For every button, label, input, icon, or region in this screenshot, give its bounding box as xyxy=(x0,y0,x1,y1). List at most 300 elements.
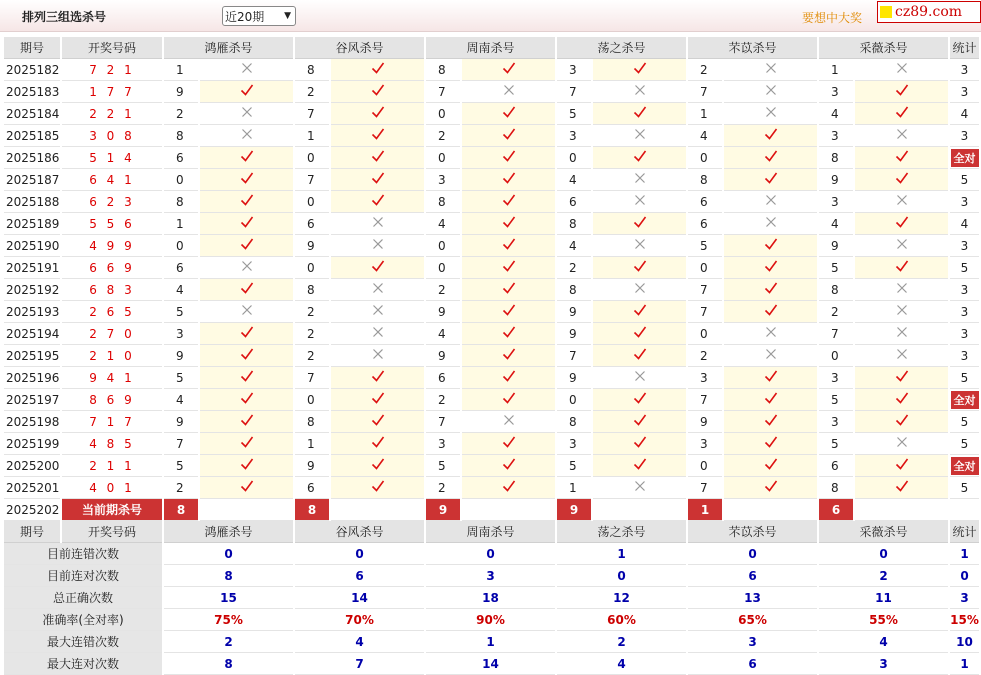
summary-value: 90% xyxy=(426,609,555,631)
cross-mark-icon xyxy=(724,323,817,345)
kill-number-cell: 7 xyxy=(688,477,722,499)
check-mark-icon xyxy=(200,367,293,389)
draw-header: 开奖号码 xyxy=(62,521,162,543)
stat-header: 统计 xyxy=(950,521,979,543)
draw-number-cell: 5 5 6 xyxy=(62,213,162,235)
table-row xyxy=(4,367,979,389)
kill-number-cell: 3 xyxy=(819,125,853,147)
cross-mark-icon xyxy=(200,125,293,147)
check-mark-icon xyxy=(855,367,948,389)
summary-value: 0 xyxy=(688,543,817,565)
stat-cell: 4 xyxy=(950,103,979,125)
cross-mark-icon xyxy=(855,433,948,455)
check-mark-icon xyxy=(724,257,817,279)
kill-number-cell: 2 xyxy=(426,279,460,301)
summary-value: 13 xyxy=(688,587,817,609)
stat-cell: 5 xyxy=(950,433,979,455)
expert-header: 谷风杀号 xyxy=(295,37,424,59)
cross-mark-icon xyxy=(593,191,686,213)
kill-number-cell: 3 xyxy=(688,367,722,389)
draw-number-cell: 2 2 1 xyxy=(62,103,162,125)
cross-mark-icon xyxy=(462,81,555,103)
table-row xyxy=(4,147,979,169)
check-mark-icon xyxy=(462,345,555,367)
period-cell: 2025195 xyxy=(4,345,60,367)
draw-number-cell: 9 4 1 xyxy=(62,367,162,389)
cross-mark-icon xyxy=(593,279,686,301)
stat-cell: 5 xyxy=(950,477,979,499)
promo-link[interactable]: 要想中大奖 xyxy=(802,11,863,25)
stat-header: 统计 xyxy=(950,37,979,59)
current-kill-number: 9 xyxy=(557,499,591,521)
current-kill-number: 6 xyxy=(819,499,853,521)
summary-stat: 1 xyxy=(950,543,979,565)
expert-header: 鸿雁杀号 xyxy=(164,37,293,59)
kill-number-cell: 2 xyxy=(295,81,329,103)
check-mark-icon xyxy=(331,477,424,499)
kill-number-cell: 2 xyxy=(295,301,329,323)
draw-number-cell: 6 4 1 xyxy=(62,169,162,191)
kill-number-cell: 7 xyxy=(295,169,329,191)
stat-cell: 3 xyxy=(950,323,979,345)
table-row xyxy=(4,213,979,235)
cross-mark-icon xyxy=(593,367,686,389)
check-mark-icon xyxy=(331,433,424,455)
current-kill-number: 1 xyxy=(688,499,722,521)
empty-cell xyxy=(331,499,424,521)
stat-cell: 4 xyxy=(950,213,979,235)
summary-stat: 0 xyxy=(950,565,979,587)
empty-cell xyxy=(462,499,555,521)
summary-label: 目前连错次数 xyxy=(4,543,162,565)
kill-number-cell: 3 xyxy=(819,191,853,213)
summary-row xyxy=(4,631,979,653)
kill-number-cell: 3 xyxy=(819,411,853,433)
table-row xyxy=(4,235,979,257)
check-mark-icon xyxy=(724,169,817,191)
expert-header: 荡之杀号 xyxy=(557,37,686,59)
kill-number-cell: 8 xyxy=(295,59,329,81)
empty-cell xyxy=(855,499,948,521)
chevron-down-icon: ▼ xyxy=(284,11,291,21)
check-mark-icon xyxy=(593,147,686,169)
summary-value: 0 xyxy=(164,543,293,565)
cross-mark-icon xyxy=(724,345,817,367)
kill-number-cell: 8 xyxy=(164,125,198,147)
all-correct-badge: 全对 xyxy=(951,391,979,409)
expert-header: 芣苡杀号 xyxy=(688,37,817,59)
check-mark-icon xyxy=(724,477,817,499)
kill-number-cell: 9 xyxy=(557,301,591,323)
summary-value: 0 xyxy=(819,543,948,565)
kill-number-cell: 3 xyxy=(426,169,460,191)
kill-number-cell: 3 xyxy=(557,125,591,147)
summary-stat: 3 xyxy=(950,587,979,609)
current-kill-number: 8 xyxy=(295,499,329,521)
kill-number-cell: 2 xyxy=(426,477,460,499)
cross-mark-icon xyxy=(331,345,424,367)
period-header: 期号 xyxy=(4,37,60,59)
table-row xyxy=(4,455,979,477)
expert-header: 芣苡杀号 xyxy=(688,521,817,543)
summary-row xyxy=(4,653,979,675)
kill-number-cell: 6 xyxy=(819,455,853,477)
period-cell: 2025188 xyxy=(4,191,60,213)
kill-number-cell: 8 xyxy=(819,477,853,499)
kill-number-cell: 5 xyxy=(557,103,591,125)
cross-mark-icon xyxy=(855,235,948,257)
kill-number-cell: 3 xyxy=(426,433,460,455)
cross-mark-icon xyxy=(724,103,817,125)
kill-number-cell: 0 xyxy=(295,257,329,279)
expert-header: 采薇杀号 xyxy=(819,521,948,543)
kill-number-cell: 8 xyxy=(819,279,853,301)
check-mark-icon xyxy=(200,345,293,367)
check-mark-icon xyxy=(200,235,293,257)
summary-value: 2 xyxy=(819,565,948,587)
kill-number-cell: 6 xyxy=(688,191,722,213)
period-cell: 2025198 xyxy=(4,411,60,433)
kill-number-cell: 2 xyxy=(426,389,460,411)
summary-value: 11 xyxy=(819,587,948,609)
kill-number-cell: 1 xyxy=(688,103,722,125)
check-mark-icon xyxy=(593,103,686,125)
table-row xyxy=(4,477,979,499)
check-mark-icon xyxy=(462,213,555,235)
draw-number-cell: 3 0 8 xyxy=(62,125,162,147)
header-row xyxy=(4,521,979,543)
summary-row xyxy=(4,587,979,609)
check-mark-icon xyxy=(200,213,293,235)
check-mark-icon xyxy=(331,81,424,103)
logo-square-icon xyxy=(880,6,892,18)
summary-value: 2 xyxy=(164,631,293,653)
summary-value: 8 xyxy=(164,565,293,587)
kill-number-cell: 2 xyxy=(819,301,853,323)
kill-number-cell: 0 xyxy=(164,235,198,257)
kill-number-cell: 6 xyxy=(164,147,198,169)
cross-mark-icon xyxy=(462,411,555,433)
summary-label: 总正确次数 xyxy=(4,587,162,609)
kill-number-cell: 9 xyxy=(819,235,853,257)
kill-number-cell: 7 xyxy=(688,279,722,301)
summary-label: 目前连对次数 xyxy=(4,565,162,587)
summary-value: 0 xyxy=(426,543,555,565)
kill-number-cell: 6 xyxy=(295,213,329,235)
check-mark-icon xyxy=(200,169,293,191)
kill-number-cell: 8 xyxy=(557,213,591,235)
kill-number-cell: 0 xyxy=(426,235,460,257)
stat-cell: 3 xyxy=(950,279,979,301)
period-cell: 2025184 xyxy=(4,103,60,125)
kill-number-cell: 3 xyxy=(819,81,853,103)
empty-cell xyxy=(950,499,979,521)
kill-number-cell: 7 xyxy=(557,345,591,367)
kill-number-cell: 4 xyxy=(819,213,853,235)
check-mark-icon xyxy=(200,81,293,103)
summary-value: 6 xyxy=(688,565,817,587)
current-period-cell: 2025202 xyxy=(4,499,60,521)
summary-value: 7 xyxy=(295,653,424,675)
cross-mark-icon xyxy=(855,125,948,147)
kill-number-cell: 7 xyxy=(295,367,329,389)
check-mark-icon xyxy=(462,433,555,455)
check-mark-icon xyxy=(200,191,293,213)
cross-mark-icon xyxy=(724,59,817,81)
kill-number-cell: 0 xyxy=(557,147,591,169)
summary-value: 1 xyxy=(557,543,686,565)
check-mark-icon xyxy=(462,257,555,279)
stat-cell: 5 xyxy=(950,367,979,389)
period-cell: 2025201 xyxy=(4,477,60,499)
period-range-select[interactable] xyxy=(222,6,296,26)
kill-number-cell: 1 xyxy=(295,125,329,147)
cross-mark-icon xyxy=(855,345,948,367)
check-mark-icon xyxy=(462,103,555,125)
kill-number-cell: 0 xyxy=(426,103,460,125)
check-mark-icon xyxy=(200,433,293,455)
kill-number-cell: 0 xyxy=(295,389,329,411)
period-header: 期号 xyxy=(4,521,60,543)
kill-number-cell: 4 xyxy=(819,103,853,125)
check-mark-icon xyxy=(724,147,817,169)
check-mark-icon xyxy=(462,147,555,169)
check-mark-icon xyxy=(331,455,424,477)
kill-number-cell: 2 xyxy=(164,477,198,499)
summary-value: 4 xyxy=(295,631,424,653)
check-mark-icon xyxy=(331,191,424,213)
summary-value: 6 xyxy=(688,653,817,675)
check-mark-icon xyxy=(724,279,817,301)
table-row xyxy=(4,169,979,191)
draw-number-cell: 7 2 1 xyxy=(62,59,162,81)
summary-label: 准确率(全对率) xyxy=(4,609,162,631)
current-period-row xyxy=(4,499,979,521)
summary-value: 8 xyxy=(164,653,293,675)
cross-mark-icon xyxy=(200,301,293,323)
stat-cell xyxy=(950,147,979,169)
check-mark-icon xyxy=(462,455,555,477)
kill-number-cell: 4 xyxy=(426,323,460,345)
kill-number-cell: 9 xyxy=(164,411,198,433)
logo-text: cz89.com xyxy=(895,4,963,20)
cross-mark-icon xyxy=(593,125,686,147)
cross-mark-icon xyxy=(724,81,817,103)
check-mark-icon xyxy=(724,125,817,147)
check-mark-icon xyxy=(200,389,293,411)
stat-cell xyxy=(950,455,979,477)
check-mark-icon xyxy=(724,301,817,323)
period-range-value: 近20期 xyxy=(225,9,265,24)
kill-number-cell: 7 xyxy=(819,323,853,345)
kill-number-cell: 8 xyxy=(295,279,329,301)
kill-number-cell: 8 xyxy=(164,191,198,213)
kill-number-cell: 0 xyxy=(426,147,460,169)
check-mark-icon xyxy=(593,389,686,411)
period-cell: 2025183 xyxy=(4,81,60,103)
draw-number-cell: 4 0 1 xyxy=(62,477,162,499)
check-mark-icon xyxy=(331,257,424,279)
check-mark-icon xyxy=(200,411,293,433)
period-cell: 2025197 xyxy=(4,389,60,411)
summary-row xyxy=(4,543,979,565)
check-mark-icon xyxy=(855,103,948,125)
expert-header: 周南杀号 xyxy=(426,521,555,543)
table-row xyxy=(4,191,979,213)
check-mark-icon xyxy=(462,279,555,301)
site-logo[interactable] xyxy=(877,1,981,23)
kill-number-cell: 3 xyxy=(557,59,591,81)
check-mark-icon xyxy=(200,147,293,169)
page-title: 排列三组选杀号 xyxy=(22,10,107,24)
kill-number-cell: 2 xyxy=(557,257,591,279)
summary-value: 2 xyxy=(557,631,686,653)
kill-number-cell: 2 xyxy=(164,103,198,125)
check-mark-icon xyxy=(724,235,817,257)
stat-cell: 3 xyxy=(950,125,979,147)
cross-mark-icon xyxy=(593,235,686,257)
kill-number-cell: 6 xyxy=(295,477,329,499)
kill-number-cell: 2 xyxy=(426,125,460,147)
cross-mark-icon xyxy=(855,191,948,213)
kill-number-cell: 2 xyxy=(688,345,722,367)
kill-number-cell: 5 xyxy=(164,455,198,477)
cross-mark-icon xyxy=(724,191,817,213)
empty-cell xyxy=(724,499,817,521)
all-correct-badge: 全对 xyxy=(951,457,979,475)
kill-number-cell: 9 xyxy=(426,345,460,367)
current-kill-number: 8 xyxy=(164,499,198,521)
draw-number-cell: 2 6 5 xyxy=(62,301,162,323)
check-mark-icon xyxy=(593,455,686,477)
kill-number-cell: 1 xyxy=(295,433,329,455)
period-cell: 2025191 xyxy=(4,257,60,279)
stat-cell: 3 xyxy=(950,59,979,81)
kill-number-cell: 0 xyxy=(164,169,198,191)
check-mark-icon xyxy=(855,389,948,411)
draw-number-cell: 1 7 7 xyxy=(62,81,162,103)
check-mark-icon xyxy=(855,455,948,477)
cross-mark-icon xyxy=(331,213,424,235)
draw-number-cell: 6 8 3 xyxy=(62,279,162,301)
kill-number-cell: 8 xyxy=(819,147,853,169)
kill-number-cell: 4 xyxy=(688,125,722,147)
check-mark-icon xyxy=(462,125,555,147)
kill-number-cell: 2 xyxy=(295,345,329,367)
summary-value: 14 xyxy=(295,587,424,609)
expert-header: 荡之杀号 xyxy=(557,521,686,543)
draw-number-cell: 4 9 9 xyxy=(62,235,162,257)
kill-number-cell: 9 xyxy=(688,411,722,433)
period-cell: 2025192 xyxy=(4,279,60,301)
summary-value: 3 xyxy=(688,631,817,653)
draw-number-cell: 2 7 0 xyxy=(62,323,162,345)
check-mark-icon xyxy=(724,455,817,477)
cross-mark-icon xyxy=(593,81,686,103)
kill-number-cell: 3 xyxy=(164,323,198,345)
check-mark-icon xyxy=(331,389,424,411)
kill-number-cell: 0 xyxy=(295,147,329,169)
summary-label: 最大连对次数 xyxy=(4,653,162,675)
period-cell: 2025199 xyxy=(4,433,60,455)
check-mark-icon xyxy=(724,411,817,433)
kill-number-cell: 5 xyxy=(557,455,591,477)
kill-number-cell: 1 xyxy=(819,59,853,81)
stat-cell xyxy=(950,389,979,411)
kill-number-cell: 3 xyxy=(557,433,591,455)
cross-mark-icon xyxy=(331,279,424,301)
summary-value: 70% xyxy=(295,609,424,631)
kill-number-cell: 9 xyxy=(164,345,198,367)
check-mark-icon xyxy=(462,477,555,499)
kill-number-cell: 8 xyxy=(426,59,460,81)
check-mark-icon xyxy=(200,323,293,345)
kill-number-table xyxy=(2,37,981,675)
summary-stat: 1 xyxy=(950,653,979,675)
kill-number-cell: 9 xyxy=(426,301,460,323)
cross-mark-icon xyxy=(331,323,424,345)
kill-number-cell: 0 xyxy=(688,147,722,169)
check-mark-icon xyxy=(462,59,555,81)
kill-number-cell: 0 xyxy=(688,323,722,345)
kill-number-cell: 7 xyxy=(426,81,460,103)
cross-mark-icon xyxy=(593,169,686,191)
summary-value: 55% xyxy=(819,609,948,631)
check-mark-icon xyxy=(855,213,948,235)
kill-number-cell: 7 xyxy=(295,103,329,125)
kill-number-cell: 1 xyxy=(164,59,198,81)
kill-number-cell: 8 xyxy=(557,279,591,301)
kill-number-cell: 5 xyxy=(819,389,853,411)
kill-number-cell: 5 xyxy=(819,433,853,455)
cross-mark-icon xyxy=(331,301,424,323)
empty-cell xyxy=(200,499,293,521)
summary-stat: 10 xyxy=(950,631,979,653)
summary-value: 4 xyxy=(819,631,948,653)
expert-header: 谷风杀号 xyxy=(295,521,424,543)
check-mark-icon xyxy=(462,169,555,191)
cross-mark-icon xyxy=(593,477,686,499)
kill-number-cell: 6 xyxy=(426,367,460,389)
period-cell: 2025190 xyxy=(4,235,60,257)
period-cell: 2025200 xyxy=(4,455,60,477)
kill-number-cell: 5 xyxy=(164,301,198,323)
kill-number-cell: 9 xyxy=(819,169,853,191)
stat-cell: 3 xyxy=(950,345,979,367)
draw-number-cell: 6 6 9 xyxy=(62,257,162,279)
kill-number-cell: 0 xyxy=(688,257,722,279)
kill-number-cell: 8 xyxy=(295,411,329,433)
kill-number-cell: 4 xyxy=(426,213,460,235)
cross-mark-icon xyxy=(855,279,948,301)
top-bar xyxy=(0,0,981,32)
draw-number-cell: 5 1 4 xyxy=(62,147,162,169)
check-mark-icon xyxy=(462,235,555,257)
period-cell: 2025185 xyxy=(4,125,60,147)
kill-number-cell: 6 xyxy=(557,191,591,213)
stat-cell: 3 xyxy=(950,301,979,323)
kill-number-cell: 6 xyxy=(688,213,722,235)
draw-number-cell: 2 1 0 xyxy=(62,345,162,367)
check-mark-icon xyxy=(593,411,686,433)
kill-number-cell: 0 xyxy=(819,345,853,367)
draw-number-cell: 7 1 7 xyxy=(62,411,162,433)
kill-number-cell: 5 xyxy=(819,257,853,279)
kill-number-cell: 7 xyxy=(688,81,722,103)
cross-mark-icon xyxy=(200,59,293,81)
stat-cell: 3 xyxy=(950,191,979,213)
check-mark-icon xyxy=(331,147,424,169)
